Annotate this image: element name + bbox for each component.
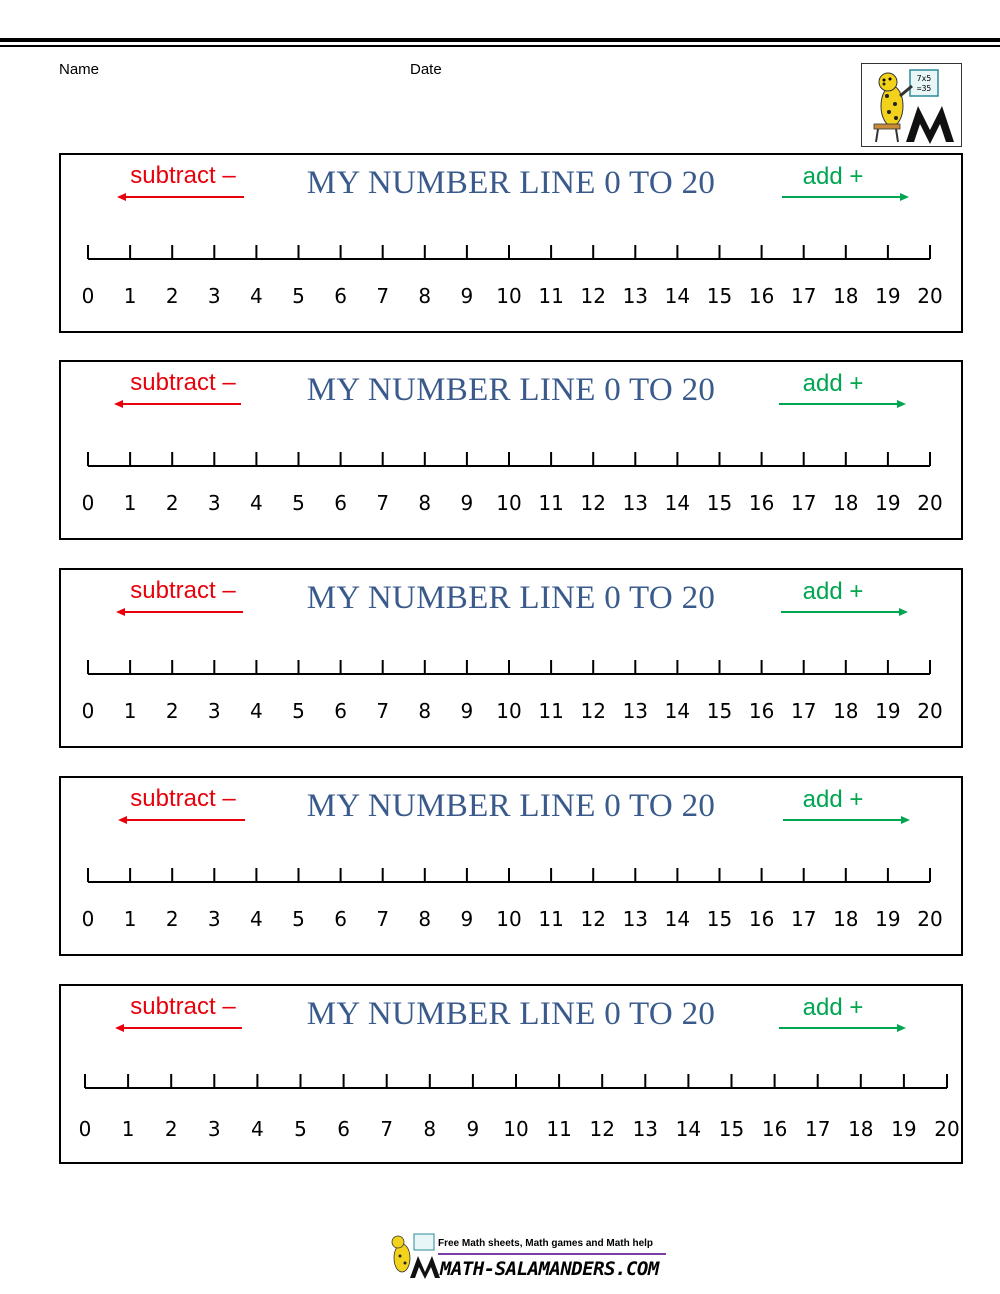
tick-label: 17: [790, 491, 817, 515]
logo-board-line2: =35: [916, 84, 932, 93]
number-line: [61, 986, 961, 1162]
tick-label: 10: [496, 699, 522, 723]
footer-tagline: Free Math sheets, Math games and Math help: [438, 1238, 654, 1249]
tick-label: 9: [460, 284, 474, 308]
subtract-label: subtract –: [130, 162, 236, 189]
tick-label: 4: [250, 907, 263, 931]
tick-label: 10: [503, 1117, 529, 1141]
add-label: add +: [802, 163, 864, 190]
tick-label: 9: [466, 1117, 480, 1141]
tick-label: 14: [664, 699, 691, 723]
tick-label: 0: [78, 1117, 92, 1141]
add-label: add +: [802, 786, 864, 813]
tick-label: 2: [165, 907, 179, 931]
tick-label: 3: [207, 491, 221, 515]
tick-label: 1: [123, 491, 137, 515]
tick-label: 0: [81, 491, 95, 515]
tick-label: 10: [496, 284, 522, 308]
tick-label: 13: [622, 491, 649, 515]
tick-label: 12: [589, 1117, 615, 1141]
tick-label: 0: [81, 699, 95, 723]
number-line-strip: [59, 360, 963, 540]
tick-label: 13: [632, 1117, 659, 1141]
add-label: add +: [802, 578, 864, 605]
number-line: [61, 778, 961, 954]
tick-label: 5: [292, 491, 305, 515]
tick-label: 10: [496, 907, 522, 931]
tick-label: 14: [675, 1117, 702, 1141]
tick-label: 1: [123, 284, 137, 308]
tick-label: 5: [292, 907, 305, 931]
tick-label: 16: [748, 284, 775, 308]
tick-label: 11: [546, 1117, 572, 1141]
tick-label: 17: [790, 907, 817, 931]
number-line: [61, 155, 961, 331]
add-label: add +: [802, 994, 864, 1021]
tick-label: 19: [875, 907, 901, 931]
strip-title: MY NUMBER LINE 0 TO 20: [306, 372, 716, 408]
tick-label: 5: [292, 284, 305, 308]
subtract-label: subtract –: [130, 993, 236, 1020]
tick-label: 11: [538, 284, 564, 308]
tick-label: 9: [460, 491, 474, 515]
tick-label: 2: [165, 699, 179, 723]
tick-label: 18: [833, 699, 859, 723]
strip-title: MY NUMBER LINE 0 TO 20: [306, 165, 716, 201]
tick-label: 4: [250, 699, 263, 723]
top-rule-thin: [0, 45, 1000, 47]
subtract-label: subtract –: [130, 785, 236, 812]
tick-label: 13: [622, 907, 649, 931]
tick-label: 20: [917, 284, 943, 308]
tick-label: 4: [251, 1117, 264, 1141]
tick-label: 14: [664, 284, 691, 308]
tick-label: 3: [207, 284, 221, 308]
strip-title: MY NUMBER LINE 0 TO 20: [306, 996, 716, 1032]
tick-label: 2: [165, 284, 179, 308]
tick-label: 7: [376, 907, 390, 931]
tick-label: 20: [917, 491, 943, 515]
tick-label: 19: [875, 699, 901, 723]
tick-label: 11: [538, 907, 564, 931]
tick-label: 13: [622, 284, 649, 308]
tick-label: 18: [848, 1117, 874, 1141]
tick-label: 16: [748, 907, 775, 931]
date-label: Date: [410, 61, 442, 78]
subtract-label: subtract –: [130, 369, 236, 396]
tick-label: 7: [376, 491, 390, 515]
number-line-strip: [59, 984, 963, 1164]
tick-label: 9: [460, 907, 474, 931]
tick-label: 12: [580, 907, 606, 931]
tick-label: 12: [580, 699, 606, 723]
subtract-label: subtract –: [130, 577, 236, 604]
tick-label: 18: [833, 907, 859, 931]
strip-title: MY NUMBER LINE 0 TO 20: [306, 788, 716, 824]
tick-label: 4: [250, 284, 263, 308]
tick-label: 5: [294, 1117, 307, 1141]
tick-label: 2: [164, 1117, 178, 1141]
tick-label: 5: [292, 699, 305, 723]
tick-label: 8: [418, 284, 432, 308]
tick-label: 2: [165, 491, 179, 515]
tick-label: 12: [580, 284, 606, 308]
tick-label: 3: [207, 699, 221, 723]
tick-label: 1: [123, 699, 137, 723]
tick-label: 13: [622, 699, 649, 723]
tick-label: 15: [706, 491, 733, 515]
tick-label: 8: [418, 907, 432, 931]
tick-label: 6: [334, 699, 347, 723]
tick-label: 15: [706, 907, 733, 931]
tick-label: 19: [891, 1117, 917, 1141]
footer-divider: [438, 1253, 666, 1255]
math-salamanders-logo: [861, 63, 962, 147]
tick-label: 15: [718, 1117, 745, 1141]
tick-label: 20: [917, 907, 943, 931]
number-line: [61, 570, 961, 746]
tick-label: 10: [496, 491, 522, 515]
tick-label: 1: [123, 907, 137, 931]
tick-label: 0: [81, 907, 95, 931]
tick-label: 11: [538, 491, 564, 515]
tick-label: 7: [376, 284, 390, 308]
tick-label: 20: [934, 1117, 960, 1141]
tick-label: 8: [423, 1117, 437, 1141]
tick-label: 3: [207, 1117, 221, 1141]
tick-label: 15: [706, 284, 733, 308]
tick-label: 4: [250, 491, 263, 515]
tick-label: 8: [418, 491, 432, 515]
tick-label: 14: [664, 907, 691, 931]
tick-label: 20: [917, 699, 943, 723]
tick-label: 16: [748, 699, 775, 723]
tick-label: 18: [833, 284, 859, 308]
tick-label: 16: [761, 1117, 788, 1141]
tick-label: 17: [790, 699, 817, 723]
number-line: [61, 362, 961, 538]
tick-label: 19: [875, 284, 901, 308]
tick-label: 6: [334, 907, 347, 931]
tick-label: 12: [580, 491, 606, 515]
tick-label: 15: [706, 699, 733, 723]
logo-board-line1: 7x5: [916, 74, 932, 83]
tick-label: 9: [460, 699, 474, 723]
tick-label: 3: [207, 907, 221, 931]
strip-title: MY NUMBER LINE 0 TO 20: [306, 580, 716, 616]
tick-label: 1: [121, 1117, 135, 1141]
add-label: add +: [802, 370, 864, 397]
top-rule: [0, 38, 1000, 42]
tick-label: 19: [875, 491, 901, 515]
tick-label: 6: [334, 491, 347, 515]
tick-label: 17: [790, 284, 817, 308]
footer-site-link[interactable]: MATH-SALAMANDERS.COM: [440, 1258, 659, 1280]
tick-label: 8: [418, 699, 432, 723]
tick-label: 7: [376, 699, 390, 723]
tick-label: 7: [380, 1117, 394, 1141]
number-line-strip: [59, 153, 963, 333]
tick-label: 11: [538, 699, 564, 723]
number-line-strip: [59, 776, 963, 956]
tick-label: 16: [748, 491, 775, 515]
tick-label: 17: [804, 1117, 831, 1141]
tick-label: 14: [664, 491, 691, 515]
tick-label: 6: [337, 1117, 350, 1141]
tick-label: 6: [334, 284, 347, 308]
number-line-strip: [59, 568, 963, 748]
tick-label: 0: [81, 284, 95, 308]
tick-label: 18: [833, 491, 859, 515]
name-label: Name: [59, 61, 100, 78]
